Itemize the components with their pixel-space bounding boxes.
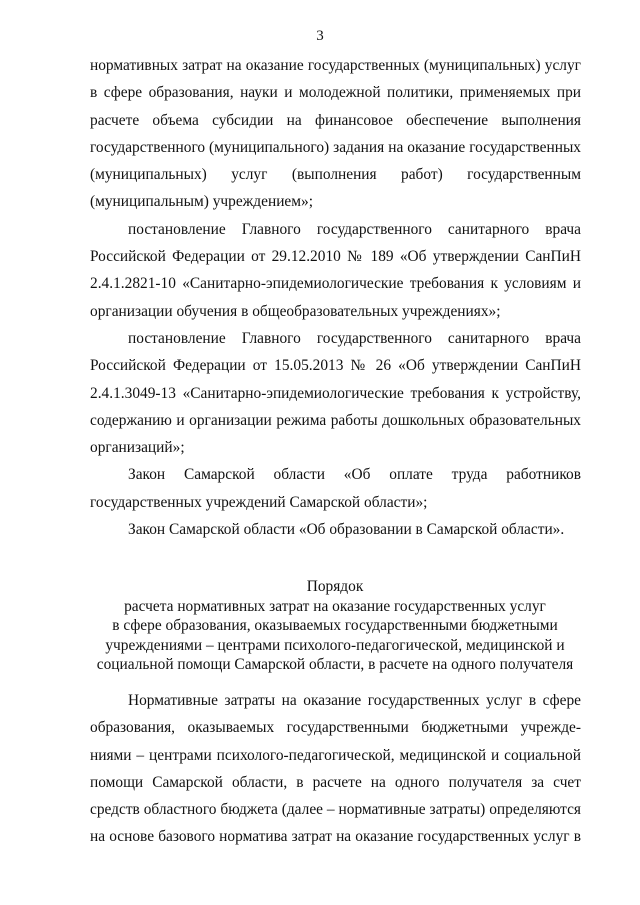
heading-line: социальной помощи Самарской области, в расчете на одного получателя (96, 656, 574, 674)
text-line: государственных учреждений Самарской области»; (90, 493, 428, 511)
bottom-text-block (90, 687, 581, 851)
text-line: постановление Главного государственного санитарного врача (128, 329, 581, 347)
text-line: средств областного бюджета (далее – нормативные затраты) определяются (90, 801, 581, 819)
paragraph-normative-costs-definition (90, 687, 581, 851)
text-line: расчете объема субсидии на финансовое обеспечение выполнения (90, 111, 581, 129)
paragraph-sanpin-3049 (90, 325, 581, 461)
text-line: Российской Федерации от 15.05.2013 № 26 «Об утверждении СанПиН (90, 357, 581, 375)
text-line: постановление Главного государственного санитарного врача (128, 220, 581, 238)
text-line: Нормативные затраты на оказание государственных услуг в сфере (128, 692, 581, 709)
paragraph-law-education (90, 516, 581, 543)
text-line: 2.4.1.2821-10 «Санитарно-эпидемиологические требования к условиям и (90, 275, 581, 293)
page-number: 3 (316, 28, 324, 44)
text-line: Российской Федерации от 29.12.2010 № 189 «Об утверждении СанПиН (90, 248, 581, 266)
text-line: нормативных затрат на оказание государственных (муниципальных) услуг (90, 57, 581, 74)
heading-title: Порядок (306, 578, 364, 595)
text-line: (муниципальным) учреждением»; (90, 193, 313, 211)
heading-line: в сфере образования, оказываемых государственными бюджетными (112, 617, 558, 635)
text-line: на основе базового норматива затрат на оказание государственных услуг в (90, 828, 581, 846)
heading-line: расчета нормативных затрат на оказание государственных услуг (124, 597, 546, 615)
text-line: Закон Самарской области «Об образовании в Самарской области». (128, 521, 565, 539)
paragraph-normative-costs-continuation (90, 52, 581, 216)
paragraph-sanpin-2821 (90, 216, 581, 325)
text-line: помощи Самарской области, в расчете на одного получателя за счет (90, 773, 581, 791)
text-line: 2.4.1.3049-13 «Санитарно-эпидемиологические требования к устройству, (90, 384, 581, 402)
text-line: содержанию и организации режима работы дошкольных образовательных (90, 411, 581, 429)
text-line: Закон Самарской области «Об оплате труда работников (128, 466, 581, 484)
section-heading (80, 577, 590, 675)
paragraph-law-remuneration (90, 461, 581, 516)
text-line: (муниципальных) услуг (выполнения работ) государственным (90, 166, 581, 184)
text-line: ниями – центрами психолого-педагогической, медицинской и социальной (90, 746, 581, 764)
heading-line: учреждениями – центрами психолого-педагогической, медицинской и (105, 636, 565, 654)
text-line: организаций»; (90, 439, 185, 457)
top-text-block (90, 52, 581, 543)
text-line: организации обучения в общеобразовательных учреждениях»; (90, 302, 501, 320)
text-line: государственного (муниципального) задания на оказание государственных (90, 138, 581, 156)
text-line: в сфере образования, науки и молодежной политики, применяемых при (90, 84, 581, 102)
text-line: образования, оказываемых государственными бюджетными учрежде- (90, 719, 581, 737)
